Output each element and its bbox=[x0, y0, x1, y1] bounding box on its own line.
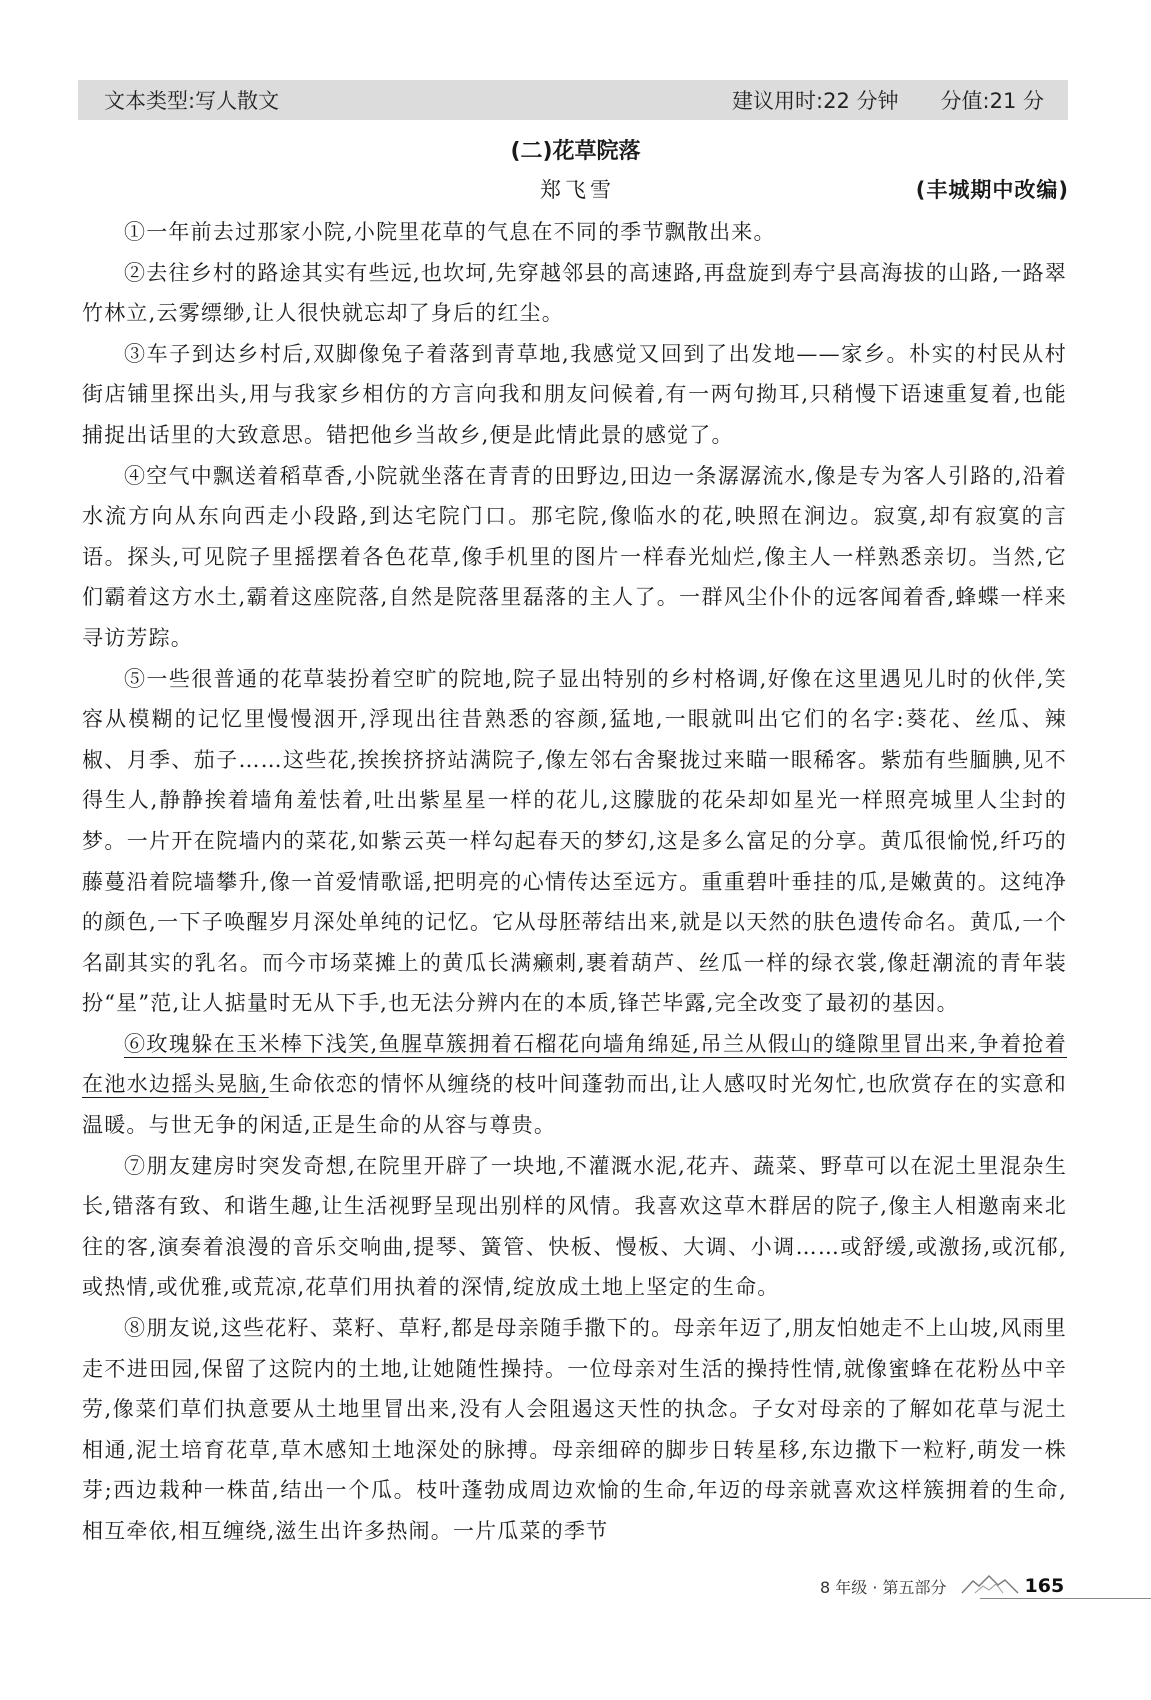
page-number: 165 bbox=[1024, 1575, 1065, 1597]
paragraph-2: ②去往乡村的路途其实有些远,也坎坷,先穿越邻县的高速路,再盘旋到寿宁县高海拔的山路,一路翠竹林立,云雾缥缈,让人很快就忘却了身后的红尘。 bbox=[82, 260, 1067, 326]
paragraph-6-rest: 生命依恋的情怀从缠绕的枝叶间蓬勃而出,让人感叹时光匆忙,也欣赏存在的实意和温暖。与世无争的闲适,正是生命的从容与尊贵。 bbox=[82, 1072, 1067, 1138]
paragraph-3: ③车子到达乡村后,双脚像兔子着落到青草地,我感觉又回到了出发地——家乡。朴实的村民从村街店铺里探出头,用与我家乡相仿的方言向我和朋友问候着,有一两句拗耳,只稍慢下语速重复着,也能捕捉出话里的大致意思。错把他乡当故乡,便是此情此景的感觉了。 bbox=[82, 341, 1067, 447]
info-bar bbox=[78, 80, 1068, 120]
text-type-label: 文本类型:写人散文 bbox=[104, 89, 280, 113]
article-body bbox=[82, 212, 1067, 1552]
footer-rule bbox=[980, 1598, 1151, 1599]
info-bar-right bbox=[732, 85, 1044, 115]
mountain-icon bbox=[961, 1574, 1019, 1598]
paragraph-5: ⑤一些很普通的花草装扮着空旷的院地,院子显出特别的乡村格调,好像在这里遇见儿时的伙伴,笑容从模糊的记忆里慢慢洇开,浮现出往昔熟悉的容颜,猛地,一眼就叫出它们的名字:葵花、丝瓜、辣椒、月季、茄子……这些花,挨挨挤挤站满院子,像左邻右舍聚拢过来瞄一眼稀客。紫茄有些腼腆,见不得生人,静静挨着墙角羞怯着,吐出紫星星一样的花儿,这朦胧的花朵却如星光一样照亮城里人尘封的梦。一片开在院墙内的菜花,如紫云英一样勾起春天的梦幻,这是多么富足的分享。黄瓜很愉悦,纤巧的藤蔓沿着院墙攀升,像一首爱情歌谣,把明亮的心情传达至远方。重重碧叶垂挂的瓜,是嫩黄的。这纯净的颜色,一下子唤醒岁月深处单纯的记忆。它从母胚蒂结出来,就是以天然的肤色遗传命名。黄瓜,一个名副其实的乳名。而今市场菜摊上的黄瓜长满癞刺,裹着葫芦、丝瓜一样的绿衣裳,像赶潮流的青年装扮“星”范,让人掂量时无从下手,也无法分辨内在的本质,锋芒毕露,完全改变了最初的基因。 bbox=[82, 666, 1067, 1016]
paragraph-7: ⑦朋友建房时突发奇想,在院里开辟了一块地,不灌溉水泥,花卉、蔬菜、野草可以在泥土里混杂生长,错落有致、和谐生趣,让生活视野呈现出别样的风情。我喜欢这草木群居的院子,像主人相邀南来北往的客,演奏着浪漫的音乐交响曲,提琴、簧管、快板、慢板、大调、小调……或舒缓,或激扬,或沉郁,或热情,或优雅,或荒凉,花草们用执着的深情,绽放成土地上坚定的生命。 bbox=[82, 1153, 1067, 1300]
suggested-time-label: 建议用时:22 分钟 bbox=[732, 89, 899, 113]
article-source: (丰城期中改编) bbox=[915, 178, 1069, 202]
paragraph-6 bbox=[82, 1024, 1067, 1146]
article-title: (二)花草院落 bbox=[510, 139, 641, 164]
grade-section-label: 8 年级 · 第五部分 bbox=[820, 1577, 947, 1597]
score-label: 分值:21 分 bbox=[940, 89, 1044, 113]
article-author: 郑飞雪 bbox=[540, 178, 615, 202]
paragraph-4: ④空气中飘送着稻草香,小院就坐落在青青的田野边,田边一条潺潺流水,像是专为客人引路的,沿着水流方向从东向西走小段路,到达宅院门口。那宅院,像临水的花,映照在涧边。寂寞,却有寂寞的言语。探头,可见院子里摇摆着各色花草,像手机里的图片一样春光灿烂,像主人一样熟悉亲切。当然,它们霸着这方水土,霸着这座院落,自然是院落里磊落的主人了。一群风尘仆仆的远客闻着香,蜂蝶一样来寻访芳踪。 bbox=[82, 463, 1067, 650]
underlined-sentence: ⑥玫瑰躲在玉米棒下浅笑,鱼腥草簇拥着石榴花向墙角绵延,吊兰从假山的缝隙里冒出来,争着抢着在池水边摇头晃脑, bbox=[82, 1031, 1067, 1097]
page-footer bbox=[820, 1574, 1064, 1598]
paragraph-8: ⑧朋友说,这些花籽、菜籽、草籽,都是母亲随手撒下的。母亲年迈了,朋友怕她走不上山坡,风雨里走不进田园,保留了这院内的土地,让她随性操持。一位母亲对生活的操持性情,就像蜜蜂在花粉丛中辛劳,像菜们草们执意要从土地里冒出来,没有人会阻遏这天性的执念。子女对母亲的了解如花草与泥土相通,泥土培育花草,草木感知土地深处的脉搏。母亲细碎的脚步日转星移,东边撒下一粒籽,萌发一株芽;西边栽种一株苗,结出一个瓜。枝叶蓬勃成周边欢愉的生命,年迈的母亲就喜欢这样簇拥着的生命,相互牵依,相互缠绕,滋生出许多热闹。一片瓜菜的季节 bbox=[82, 1316, 1067, 1543]
paragraph-1: ①一年前去过那家小院,小院里花草的气息在不同的季节飘散出来。 bbox=[124, 220, 776, 244]
